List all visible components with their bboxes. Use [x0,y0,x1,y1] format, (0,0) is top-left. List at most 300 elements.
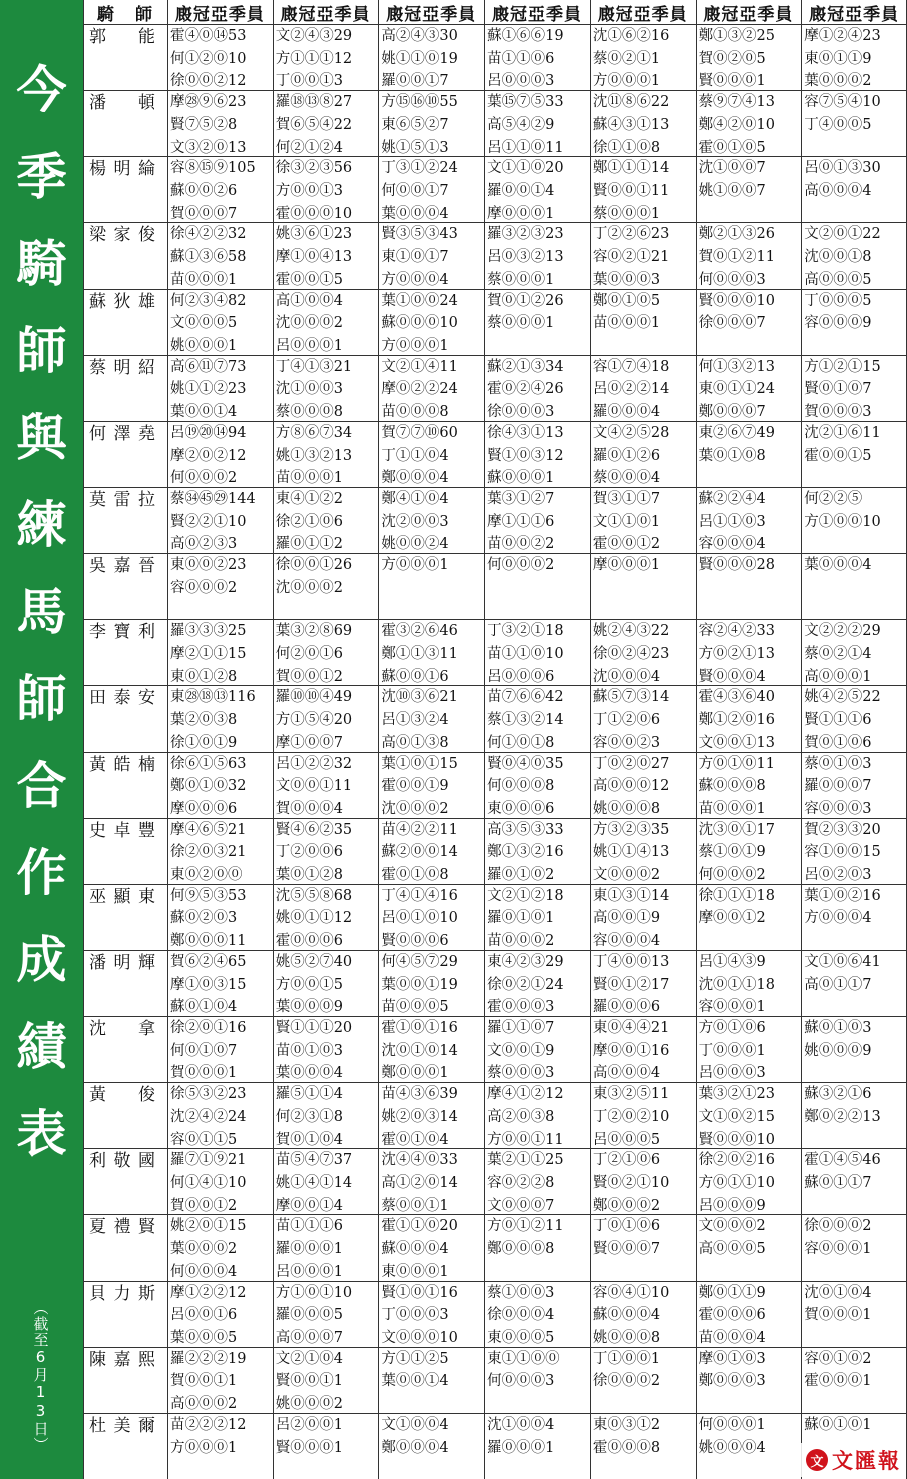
trainer-stat-line: 呂⓪⓪①6 [170,1307,238,1324]
trainer-stats-cell [168,885,273,950]
trainer-stat-line: 沈②①⑥11 [804,424,881,441]
trainer-stat-line: 鄭⓪②②13 [804,1108,881,1125]
trainer-stat-line: 姚⓪⓪⓪8 [592,1329,661,1346]
trainer-stat-line: 羅⓪⓪⓪4 [592,404,661,421]
trainer-stat-line: 羅⓪⓪⓪6 [592,999,661,1016]
trainer-stat-line: 容①⓪⓪15 [804,844,881,861]
trainer-stat-line: 高⓪⓪⓪5 [698,1241,766,1258]
title-char: 騎 [16,235,67,293]
trainer-stats-cell [802,885,907,950]
trainer-stat-line: 姚④②⑤22 [804,689,881,706]
trainer-stat-line: 姚③⑥①23 [275,226,353,243]
trainer-stats-cell [802,1149,907,1214]
trainer-stat-line: 蘇⓪⓪⓪4 [592,1307,661,1324]
trainer-stats-cell [379,223,484,288]
trainer-stat-line: 沈⑩③⑥21 [381,689,458,706]
trainer-stats-cell [697,290,802,355]
trainer-stat-line: 丁④①④16 [381,887,458,904]
jockey-name [83,1415,167,1437]
trainer-stat-line: 呂⓪②②14 [592,381,670,398]
trainer-stat-line [381,1393,484,1413]
trainer-stats-cell [802,819,907,884]
trainer-stat-line: 何⓪⓪⓪4 [170,1263,238,1280]
trainer-stat-line: 鄭①②⓪16 [698,712,776,729]
trainer-stat-line: 姚①④①14 [275,1175,353,1191]
jockey-name-char: 何 [89,423,106,444]
jockey-name [83,952,167,974]
trainer-stat-line: 文①⓪⑥41 [804,953,881,970]
trainer-stats-cell [168,290,273,355]
jockey-name [83,1018,167,1040]
trainer-stats-cell [379,686,484,751]
jockey-name-char: 俊 [138,1085,155,1106]
title-char: 師 [16,322,67,380]
trainer-stat-line [804,1195,907,1215]
trainer-stat-line: 霍⓪⓪⓪6 [698,1307,766,1324]
trainer-stats-cell [697,25,802,90]
trainer-stat-line: 何②③④82 [170,292,247,309]
trainer-stats-cell [485,951,590,1016]
trainer-stat-line: 文④②⑤28 [592,424,670,441]
trainer-stat-line: 方①⓪①10 [275,1284,353,1301]
trainer-stats-cell [274,488,379,553]
trainer-stat-line [487,1261,590,1281]
trainer-stat-line: 容⓪⓪⓪4 [698,536,766,553]
trainer-stat-line: 葉⑮⑦⑤33 [487,94,564,111]
trainer-stat-line: 苗⓪⓪⓪1 [698,800,766,817]
trainer-stat-line: 姚①①②23 [170,381,247,398]
trainer-stats-cell [379,356,484,421]
trainer-stats-cell [485,1017,590,1082]
trainer-stat-line: 呂⑲⑳⑭94 [170,424,247,441]
trainer-stat-line: 摩⓪⓪⓪6 [170,800,238,817]
jockey-name-char: 潘 [89,952,106,973]
trainer-stats-cell [274,885,379,950]
trainer-stat-line: 蘇⓪①⓪3 [804,1020,872,1037]
trainer-stat-line: 苗⓪⓪⓪1 [592,315,661,332]
trainer-stat-line: 丁⓪⓪⓪1 [698,1042,766,1059]
trainer-stat-line: 葉⓪①⓪8 [698,447,766,464]
trainer-stat-line [804,577,907,600]
trainer-stat-line [699,335,802,355]
trainer-stat-line: 方⓪⓪⓪1 [170,1439,238,1456]
trainer-stats-cell [274,1414,379,1479]
trainer-stat-line: 蔡⓪⓪⓪1 [592,205,661,222]
trainer-stat-line: 賀⓪①⓪4 [275,1131,343,1148]
trainer-stat-line: 丁④①③21 [275,358,353,375]
trainer-stats-cell [697,686,802,751]
trainer-stat-line: 摩⓪⓪①16 [592,1042,670,1059]
trainer-stat-line: 高⑥⑪⑦73 [170,358,247,375]
jockey-name-char: 黃 [89,754,106,775]
trainer-stat-line: 葉⓪⓪⓪3 [592,271,661,288]
trainer-stats-cell [802,356,907,421]
trainer-stat-line: 賀⓪①⓪6 [804,734,872,751]
trainer-stats-cell [379,422,484,487]
trainer-stats-cell [697,223,802,288]
trainer-stat-line: 賢⑦⑤②8 [170,116,238,133]
trainer-stats-cell [485,1083,590,1148]
trainer-stat-line: 沈①⓪⓪3 [275,381,343,398]
trainer-stats-cell [591,1414,696,1479]
trainer-stat-line: 摩④⑥⑤21 [170,821,247,838]
trainer-stat-line: 容⑦⑤④10 [804,94,881,111]
jockey-name-char: 嘉 [113,1349,131,1370]
trainer-stat-line: 呂⓪③②13 [487,249,564,266]
trainer-stat-line: 鄭④②⓪10 [698,116,776,133]
trainer-stat-line: 沈⓪⓪⓪2 [275,579,343,596]
jockey-name-char: 潘 [89,93,106,114]
jockey-name-char: 堯 [138,423,155,444]
trainer-stat-line: 文⓪⓪⓪2 [592,867,661,883]
trainer-stat-line: 苗②②②12 [170,1416,247,1433]
jockey-name-char: 皓 [113,754,131,775]
trainer-stat-line: 蔡⑨⑦④13 [698,94,776,111]
trainer-stat-line: 賀⓪②⓪5 [698,50,766,67]
trainer-stat-line: 文①①⓪1 [592,513,661,530]
trainer-stat-line: 苗④③⑥39 [381,1086,458,1103]
trainer-stat-line: 沈⓪⓪⓪2 [275,315,343,332]
trainer-stats-cell [591,1017,696,1082]
trainer-stat-line: 賢⓪⓪⓪4 [698,668,766,685]
trainer-stat-line: 霍⓪⓪⓪3 [487,999,555,1016]
trainer-stat-line: 蘇①⑥⑥19 [487,28,564,44]
trainer-stats-cell [379,488,484,553]
trainer-stat-line: 蔡㉞㊺㉙144 [170,490,256,507]
trainer-stat-line: 賢①⓪①16 [381,1284,458,1301]
trainer-stat-line: 霍①①⓪20 [381,1218,458,1235]
trainer-stats-cell [802,686,907,751]
trainer-stat-line: 沈⑪⑧⑥22 [592,94,670,111]
trainer-stat-line: 東①⓪①7 [381,249,449,266]
trainer-stat-line: 霍①⓪①16 [381,1020,458,1037]
trainer-stat-line: 羅⓪⓪⓪1 [487,1439,555,1456]
trainer-stat-line: 徐⑤③②23 [170,1086,247,1103]
trainer-stats-cell [697,356,802,421]
trainer-stat-line: 丁③①②24 [381,160,458,177]
trainer-stat-line: 沈③⓪①17 [698,821,776,838]
trainer-stat-line: 高⓪①③8 [381,734,449,751]
trainer-stats-cell [485,819,590,884]
trainer-stat-line: 葉③①②7 [487,490,555,507]
trainer-stat-line: 徐④③①13 [487,424,564,441]
trainer-stat-line: 方①⑤④20 [275,712,353,729]
trainer-stat-line: 方⓪⓪⓪4 [381,271,449,288]
trainer-stats-cell [591,1348,696,1413]
trainer-stats-cell [274,157,379,222]
trainer-stat-line [593,1393,696,1413]
trainer-stat-line: 容⓪④①10 [592,1284,670,1301]
trainer-stat-line: 何⓪①⓪7 [170,1042,238,1059]
trainer-stat-line [804,930,907,950]
trainer-stats-cell [379,25,484,90]
trainer-stat-line: 東⓪⓪⓪5 [487,1329,555,1346]
trainer-stat-line: 鄭⓪⓪⓪2 [592,1197,661,1214]
jockey-name [83,886,167,908]
trainer-stats-cell [802,422,907,487]
trainer-stat-line: 羅③②③23 [487,226,564,243]
jockey-name-char: 嘉 [113,556,131,577]
trainer-stat-line: 容①⑦④18 [592,358,670,375]
trainer-stat-line: 方⓪⓪①3 [275,182,343,199]
jockey-name-char: 吳 [89,556,106,577]
jockey-name-char: 爾 [138,1415,155,1436]
trainer-stats-cell [379,1348,484,1413]
trainer-stat-line: 鄭⓪①⓪5 [592,292,661,309]
trainer-stat-line: 東②⑥⑦49 [698,424,776,441]
trainer-stat-line: 霍⓪⓪①9 [381,778,449,795]
trainer-stat-line: 方⑮⑯⑩55 [381,94,458,111]
column-header: 廄冠亞季員 [597,4,688,25]
trainer-stat-line: 葉⓪⓪⓪2 [804,73,872,90]
trainer-stat-line: 呂⓪⓪⓪5 [592,1131,661,1148]
trainer-stat-line: 徐②⓪②16 [698,1152,776,1169]
trainer-stat-line: 鄭⓪⓪⓪3 [698,1373,766,1390]
trainer-stat-line: 蘇②①③34 [487,358,564,375]
trainer-stat-line: 方⓪⓪①11 [487,1131,564,1148]
trainer-stat-line: 東⓪③①2 [592,1416,661,1433]
trainer-stat-line: 丁②⓪⓪6 [275,844,343,861]
trainer-stats-cell [697,819,802,884]
trainer-stats-cell [379,620,484,685]
title-char: 馬 [16,583,67,641]
trainer-stat-line: 賀⓪⓪①2 [170,1197,238,1214]
jockey-name-char: 頓 [138,93,155,114]
trainer-stat-line: 蘇⓪⓪⓪10 [381,315,458,332]
trainer-stat-line: 霍④③⑥40 [698,689,776,706]
trainer-stat-line: 姚②⓪③14 [381,1108,458,1125]
title-char: 績 [16,1018,67,1076]
trainer-stats-cell [697,620,802,685]
trainer-stat-line: 羅②②②19 [170,1350,247,1367]
trainer-stat-line: 高⓪②③3 [170,536,238,553]
trainer-stat-line: 丁①⓪⓪1 [592,1350,661,1367]
trainer-stat-line: 東⓪①②8 [170,668,238,685]
trainer-stat-line: 文①①⓪20 [487,160,564,177]
trainer-stat-line: 何①②⓪10 [170,50,247,67]
trainer-stat-line: 沈⓪⓪⓪2 [381,800,449,817]
trainer-stat-line [276,599,379,619]
jockey-name-char: 東 [138,886,155,907]
trainer-stat-line: 霍③②⑥46 [381,623,458,640]
jockey-name-char: 晉 [138,556,155,577]
trainer-stat-line: 高③⑤③33 [487,821,564,838]
trainer-stat-line: 文②①④11 [381,358,458,375]
trainer-stat-line: 高⓪⓪⓪7 [275,1329,343,1346]
jockey-name [83,423,167,445]
title-char: 合 [16,757,67,815]
jockey-name-char: 利 [138,622,155,643]
jockey-name-char: 美 [113,1415,131,1436]
trainer-stat-line: 霍⓪⓪⓪8 [592,1439,661,1456]
trainer-stat-line: 何⑨⑤③53 [170,887,247,904]
trainer-stat-line: 丁②②⑥23 [592,226,670,243]
trainer-stat-line: 高①②⓪14 [381,1175,458,1191]
trainer-stat-line: 何⓪⓪⓪3 [698,271,766,288]
trainer-stat-line: 何⓪⓪⓪3 [487,1373,555,1390]
trainer-stat-line: 蘇⓪⓪②6 [170,182,238,199]
trainer-stat-line: 蘇⓪⓪⓪4 [381,1241,449,1258]
jockey-name-char: 利 [89,1151,106,1172]
trainer-stat-line: 姚⓪⓪⓪2 [275,1396,343,1413]
trainer-stat-line: 方①①②5 [381,1350,449,1367]
trainer-stats-cell [379,1282,484,1347]
jockey-name-char: 泰 [113,688,131,709]
jockey-name [83,1150,167,1172]
trainer-stat-line: 容②④②33 [698,623,776,640]
jockey-name-char: 沈 [89,1019,106,1040]
trainer-stat-line: 文⓪⓪⓪10 [381,1329,458,1346]
trainer-stat-line: 賢⓪①②17 [592,976,670,993]
trainer-stat-line: 鄭⓪⓪⓪7 [698,404,766,421]
trainer-stat-line: 鄭②①③26 [698,226,776,243]
title-char: 季 [16,148,67,206]
trainer-stat-line: 苗①①⓪10 [487,645,564,662]
title-char: 成 [16,931,67,989]
trainer-stat-line: 徐①⓪①9 [170,734,238,751]
trainer-stat-line: 賀⓪⓪⓪1 [170,1065,238,1082]
trainer-stat-line: 沈⓪①⓪14 [381,1042,458,1059]
trainer-stats-cell [485,554,590,619]
trainer-stats-cell [591,422,696,487]
trainer-stats-cell [591,1149,696,1214]
trainer-stat-line: 文②④③29 [275,28,353,44]
trainer-stat-line: 蘇⓪①⓪1 [804,1416,872,1433]
trainer-stat-line: 徐②①⓪6 [275,513,343,530]
trainer-stats-cell [697,885,802,950]
trainer-stat-line: 蔡⓪⓪⓪3 [487,1065,555,1082]
jockey-header-char: 騎 [97,4,115,25]
trainer-stats-cell [697,1282,802,1347]
trainer-stat-line: 呂⓪①⓪10 [381,910,458,927]
jockey-name-char: 陳 [89,1349,106,1370]
trainer-stats-cell [274,91,379,156]
trainer-stat-line: 容⓪⓪⓪2 [170,579,238,596]
trainer-stat-line: 姚①⓪⓪7 [698,182,766,199]
results-table [83,0,907,1479]
trainer-stats-cell [591,951,696,1016]
trainer-stat-line: 文②①②18 [487,887,564,904]
trainer-stats-cell [697,91,802,156]
trainer-stat-line: 何⓪⓪⓪1 [698,1416,766,1433]
trainer-stat-line: 葉⓪⓪①4 [170,404,238,421]
trainer-stat-line: 徐①①①18 [698,887,776,904]
jockey-name-char: 李 [89,622,106,643]
trainer-stat-line: 何②③①8 [275,1108,343,1125]
jockey-name-char: 拿 [138,1019,155,1040]
trainer-stat-line: 呂⓪⓪⓪3 [487,73,555,90]
trainer-stats-cell [485,620,590,685]
jockey-name [83,621,167,643]
trainer-stat-line [381,577,484,600]
trainer-stat-line: 方③②③35 [592,821,670,838]
trainer-stat-line: 文⓪⓪⓪5 [170,315,238,332]
title-char: 今 [16,61,67,119]
jockey-name [83,92,167,114]
trainer-stat-line: 霍⓪⓪①5 [275,271,343,288]
trainer-stat-line: 呂⓪⓪⓪1 [275,1263,343,1280]
trainer-stat-line [804,996,907,1016]
trainer-stat-line: 姚⓪⓪⓪1 [170,337,238,354]
trainer-stat-line: 姚①③②13 [275,447,353,464]
trainer-stat-line: 蘇⓪⓪⓪8 [698,778,766,795]
trainer-stats-cell [379,1017,484,1082]
trainer-stats-cell [591,91,696,156]
trainer-stat-line: 丁⓪①⓪6 [592,1218,661,1235]
trainer-stat-line: 葉①⓪⓪24 [381,292,458,309]
trainer-stats-cell [802,1017,907,1082]
trainer-stat-line [699,203,802,223]
trainer-stats-cell [379,1083,484,1148]
trainer-stat-line: 鄭⓪⓪⓪4 [381,1439,449,1456]
trainer-stats-cell [802,290,907,355]
trainer-stat-line: 姚⓪⓪⓪8 [592,800,661,817]
title-sidebar [0,0,83,1479]
trainer-stats-cell [168,1348,273,1413]
trainer-stat-line: 沈①⓪⓪7 [698,160,766,177]
trainer-stats-cell [802,1215,907,1280]
trainer-stat-line: 摩⓪⓪①2 [698,910,766,927]
trainer-stats-cell [379,554,484,619]
publisher-logo [785,1443,905,1477]
trainer-stat-line: 賀⓪⓪⓪4 [275,800,343,817]
trainer-stat-line: 賢⓪⓪⓪10 [698,292,776,309]
trainer-stat-line: 摩②⓪②12 [170,447,247,464]
trainer-stat-line: 沈②④②24 [170,1108,247,1125]
trainer-stats-cell [591,885,696,950]
trainer-stat-line: 鄭①①③11 [381,645,458,662]
trainer-stats-cell [274,554,379,619]
trainer-stat-line: 何②①②4 [275,139,343,156]
trainer-stat-line: 何②②⑤ [804,490,863,507]
trainer-stats-cell [802,223,907,288]
trainer-stats-cell [168,25,273,90]
trainer-stats-cell [802,620,907,685]
date-note-text: （截至6月13日） [31,1300,50,1453]
trainer-stat-line: 丁④⓪⓪5 [804,116,872,133]
trainer-stat-line [804,1129,907,1149]
trainer-stats-cell [802,554,907,619]
trainer-stat-line: 霍⓪⓪⓪6 [275,933,343,950]
trainer-stats-cell [379,951,484,1016]
trainer-stats-cell [274,356,379,421]
trainer-stat-line: 方⓪⓪⓪1 [592,73,661,90]
trainer-stat-line: 文⓪⓪⓪2 [698,1218,766,1235]
trainer-stat-line: 賢②②①10 [170,513,247,530]
trainer-stat-line: 葉⓪⓪⓪9 [275,999,343,1016]
trainer-stat-line: 呂①①⓪3 [698,513,766,530]
trainer-stats-cell [697,1083,802,1148]
trainer-stat-line: 蔡⓪②①1 [592,50,661,67]
trainer-stat-line: 賀⓪①②26 [487,292,564,309]
trainer-stat-line [699,1261,802,1281]
trainer-stat-line: 鄭①①①14 [592,160,670,177]
jockey-name-char: 田 [89,688,106,709]
trainer-stat-line: 摩⓪⓪⓪1 [487,205,555,222]
trainer-stat-line: 苗⓪⓪⓪1 [275,470,343,487]
trainer-stats-cell [379,1149,484,1214]
trainer-stats-cell [591,1282,696,1347]
trainer-stat-line: 文①⓪②15 [698,1108,776,1125]
trainer-stat-line: 羅⓪①⓪2 [487,867,555,883]
trainer-stat-line: 呂⓪②⓪3 [804,867,872,883]
trainer-stat-line: 霍⓪②④26 [487,381,564,398]
trainer-stat-line: 姚②④③22 [592,623,670,640]
jockey-name [83,555,167,577]
trainer-stats-cell [379,753,484,818]
trainer-stat-line: 摩㉘⑨⑥23 [170,94,247,111]
trainer-stat-line: 姚①⑤①3 [381,139,449,156]
